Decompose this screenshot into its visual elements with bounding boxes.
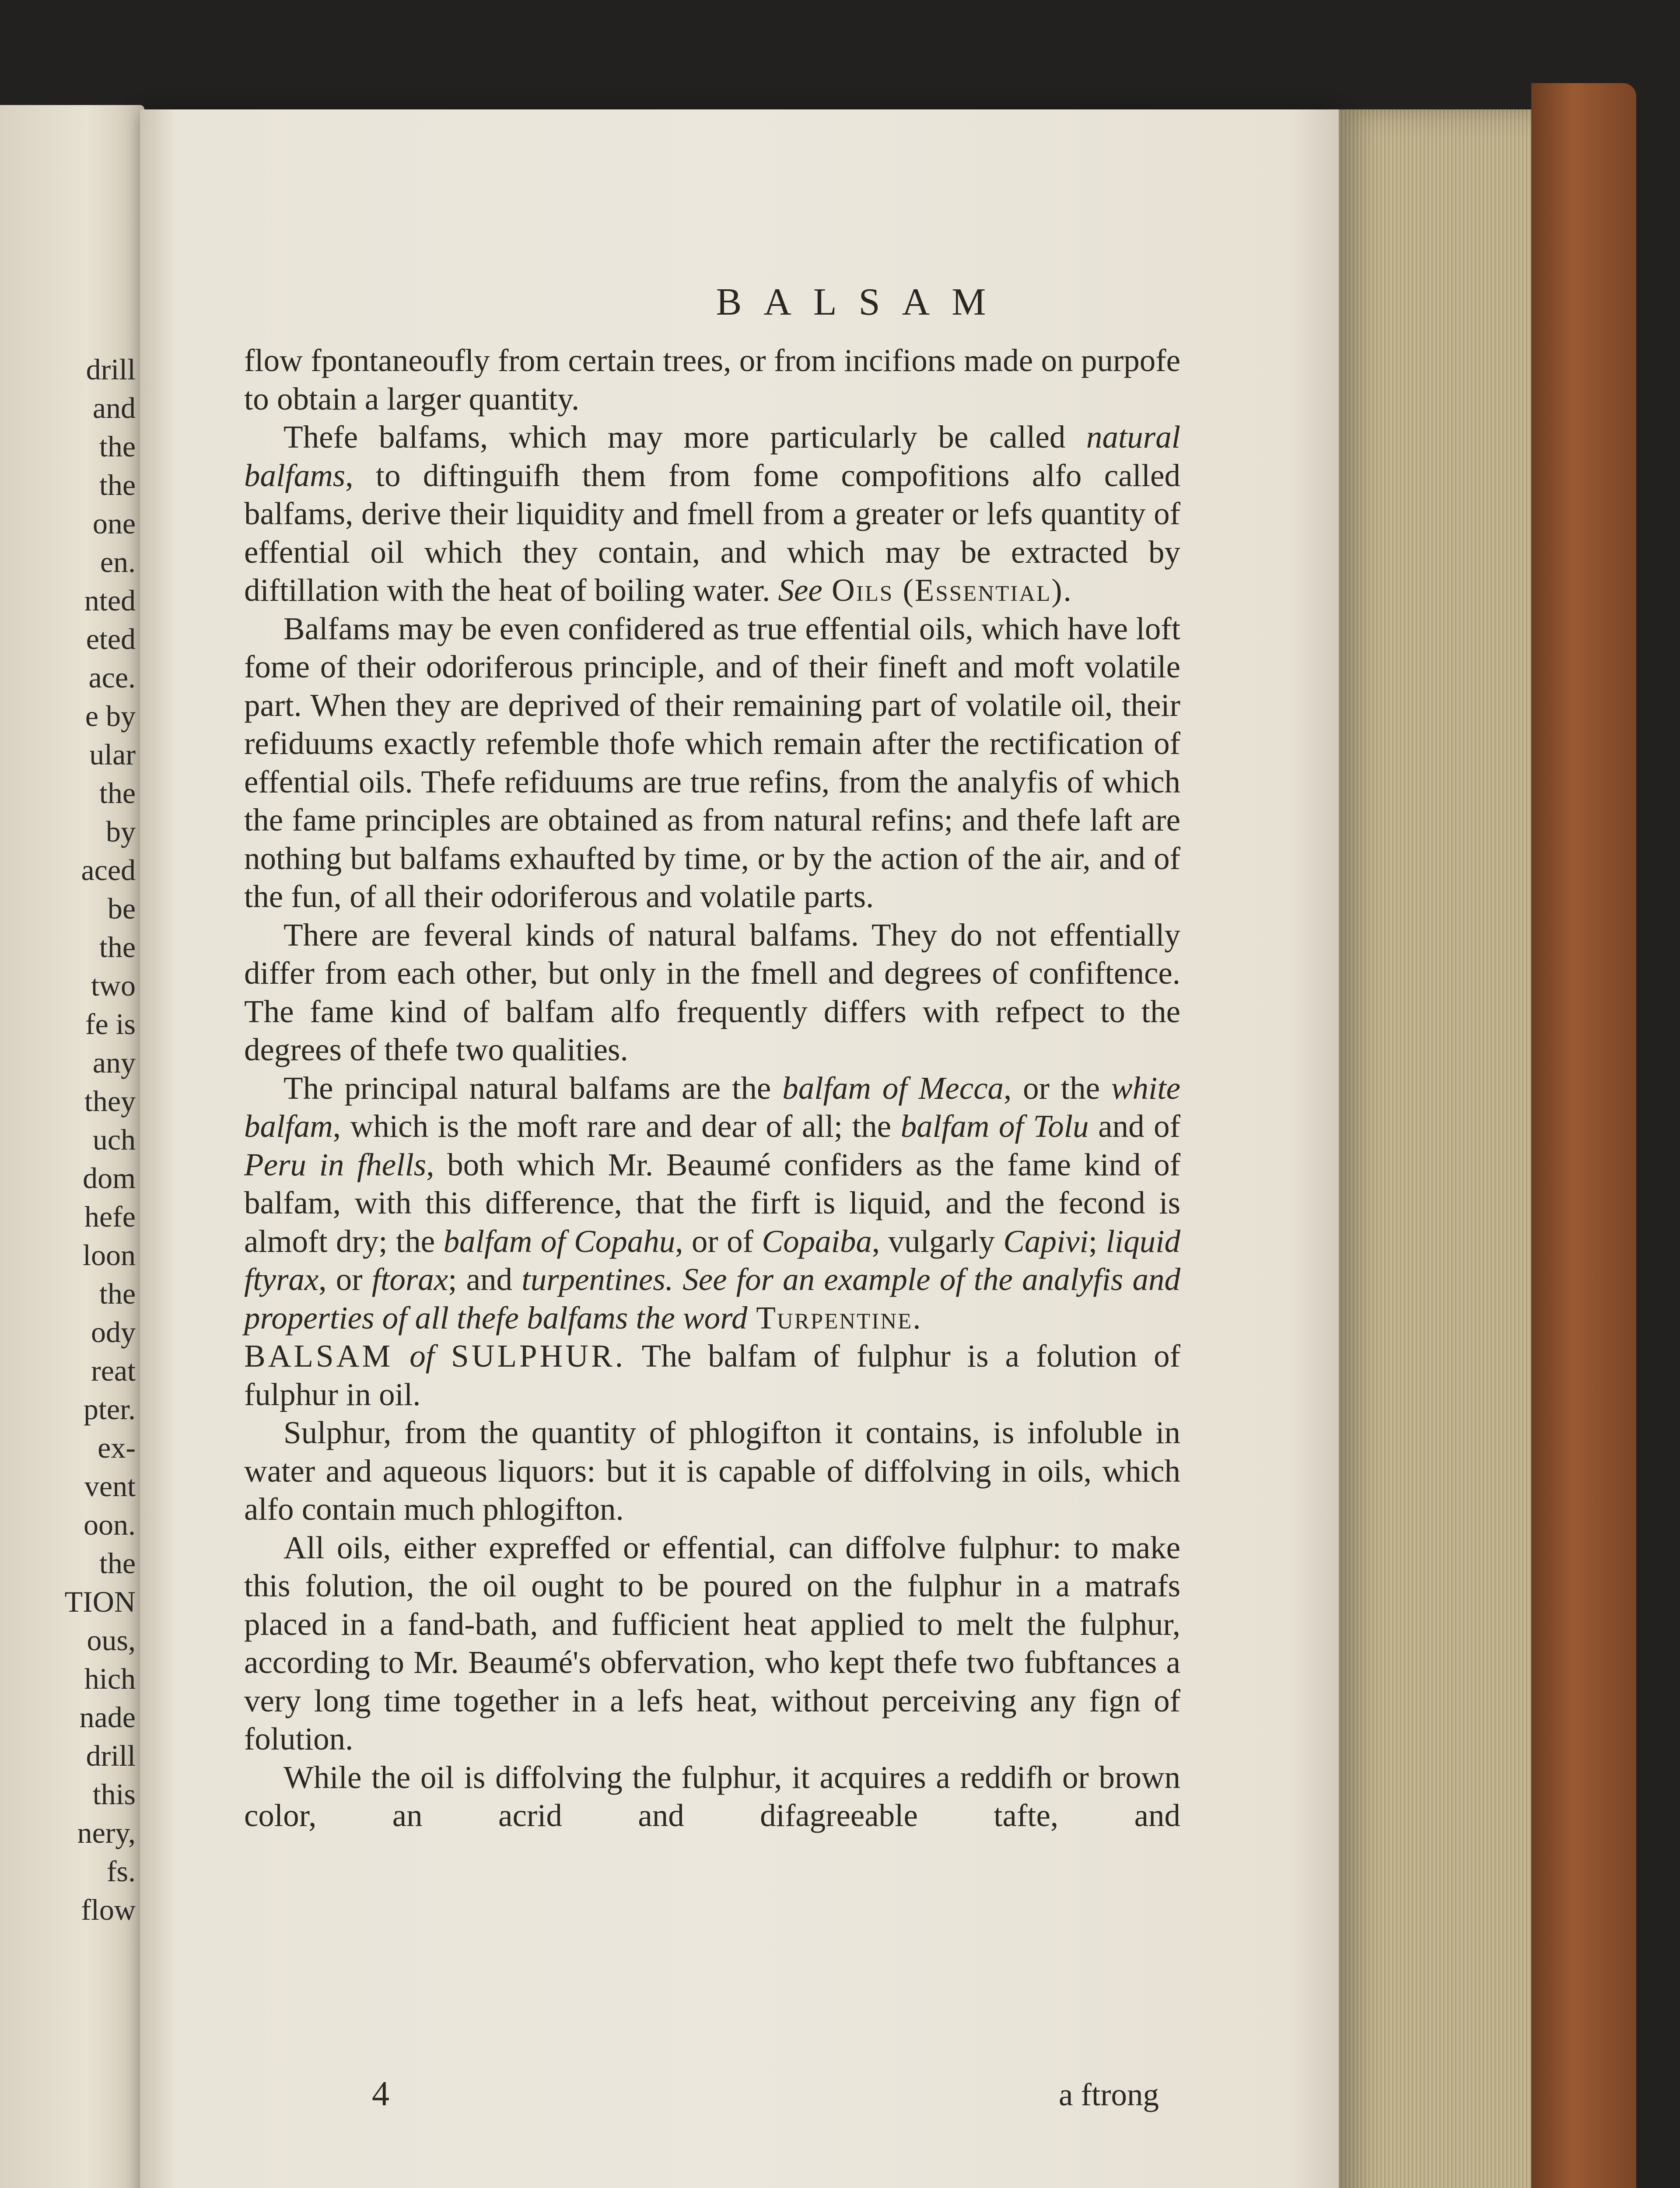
left-page-word: nted [84, 584, 136, 617]
left-page-word: and [92, 391, 136, 424]
left-page-word: drill [86, 1739, 136, 1772]
cross-reference: Oils (Essential). [822, 572, 1073, 608]
paragraph: While the oil is diffolving the fulphur, it acquires a reddifh or brown color, an acrid and difagreeable tafte, and [244, 1759, 1180, 1833]
page-edges [1339, 109, 1549, 2188]
left-page-word: the [99, 776, 136, 810]
left-page-word: pter. [84, 1392, 136, 1426]
left-page-word: vent [84, 1469, 136, 1503]
left-page-word: be [107, 892, 136, 925]
left-page-word: ous, [87, 1623, 136, 1657]
left-page-word: ex- [98, 1431, 136, 1464]
left-page-word: nery, [77, 1816, 136, 1849]
paragraph: Sulphur, from the quantity of phlogifton it contains, is infoluble in water and aqueous liquors: but it is capable of diffolving in oils, which alfo contain much phlogifton. [244, 1415, 1180, 1527]
left-page-word: flow [81, 1893, 136, 1926]
left-page-line-endings [65, 350, 136, 1929]
left-page-word: one [92, 507, 136, 540]
left-page-word: drill [86, 353, 136, 386]
left-page-word: aced [81, 853, 136, 887]
paragraph: Thefe balfams, which may more particularly be called natural balfams, to diftinguifh them from fome compofitions alfo called balfams, derive their liquidity and fmell from a greater or lefs quantity of effential oil which they contain, and which may be extracted by diftillation with the heat of boiling water. See Oils (Essential). [244, 419, 1180, 608]
left-page-word: eted [86, 622, 136, 656]
catchword: a ftrong [1059, 2077, 1159, 2112]
left-page-word: TION [64, 1585, 136, 1618]
left-page-word: hich [84, 1662, 136, 1695]
left-page-word: loon [83, 1238, 136, 1272]
paragraph: flow fpontaneoufly from certain trees, or from incifions made on purpofe to obtain a larger quantity. [244, 343, 1180, 417]
left-page-word: the [99, 930, 136, 964]
cross-reference: Turpentine. [747, 1300, 922, 1336]
page-text [244, 341, 1180, 1835]
left-page-word: two [91, 969, 136, 1002]
left-page-word: hefe [84, 1200, 136, 1233]
left-page-word: fe is [85, 1007, 136, 1041]
left-page-word: the [99, 1546, 136, 1580]
paragraph: There are feveral kinds of natural balfams. They do not effentially differ from each other, but only in the fmell and degrees of confiftence. The fame kind of balfam alfo frequently differs with refpect to the degrees of thefe two qualities. [244, 917, 1180, 1067]
facing-left-page [0, 105, 144, 2188]
left-page-word: en. [100, 545, 136, 579]
left-page-word: by [106, 815, 136, 848]
left-page-word: ody [91, 1315, 136, 1349]
left-page-word: the [99, 468, 136, 501]
left-page-word: ular [89, 738, 136, 771]
left-page-word: dom [83, 1161, 136, 1195]
entry-heading-paragraph: BALSAM of SULPHUR. The balfam of fulphur is a folution of fulphur in oil. [244, 1338, 1180, 1412]
left-page-word: uch [92, 1123, 136, 1156]
entry-headword-2: SULPHUR. [451, 1338, 626, 1374]
left-page-word: they [84, 1084, 136, 1118]
paragraph: Balfams may be even confidered as true effential oils, which have loft fome of their odoriferous principle, and of their fineft and moft volatile part. When they are deprived of their remaining part of volatile oil, their refiduums exactly refemble thofe which remain after the rectification of effential oils. Thefe refiduums are true refins, from the analyfis of which the fame principles are obtained as from natural refins; and thefe laft are nothing but balfams exhaufted by time, or by the action of the air, and of the fun, of all their odoriferous and volatile parts. [244, 610, 1180, 914]
left-page-word: nade [79, 1701, 136, 1734]
entry-headword: BALSAM [244, 1338, 393, 1374]
left-page-word: the [99, 430, 136, 463]
page-number: 4 [372, 2075, 389, 2113]
left-page-word: e by [85, 699, 136, 733]
paragraph: The principal natural balfams are the balfam of Mecca, or the white balfam, which is the moft rare and dear of all; the balfam of Tolu and of Peru in fhells, both which Mr. Beaumé confiders as the fame kind of balfam, with this difference, that the firft is liquid, and the fecond is almoft dry; the balfam of Copahu, or of Copaiba, vulgarly Capivi; liquid ftyrax, or ftorax; and turpentines. See for an example of the analyfis and properties of all thefe balfams the word Turpentine. [244, 1070, 1181, 1336]
leather-cover-edge [1531, 83, 1636, 2188]
paragraph: All oils, either expreffed or effential, can diffolve fulphur: to make this folution, the oil ought to be poured on the fulphur in a matrafs placed in a fand-bath, and fufficient heat applied to melt the fulphur, according to Mr. Beaumé's obfervation, who kept thefe two fubftances a very long time together in a lefs heat, without perceiving any fign of folution. [244, 1529, 1180, 1757]
left-page-word: this [92, 1778, 136, 1811]
running-head: BALSAM [716, 281, 1008, 323]
left-page-word: any [92, 1046, 136, 1079]
left-page-word: fs. [106, 1855, 136, 1888]
left-page-word: ace. [88, 661, 136, 694]
left-page-word: the [99, 1277, 136, 1310]
left-page-word: reat [91, 1354, 136, 1387]
left-page-word: oon. [84, 1508, 136, 1541]
